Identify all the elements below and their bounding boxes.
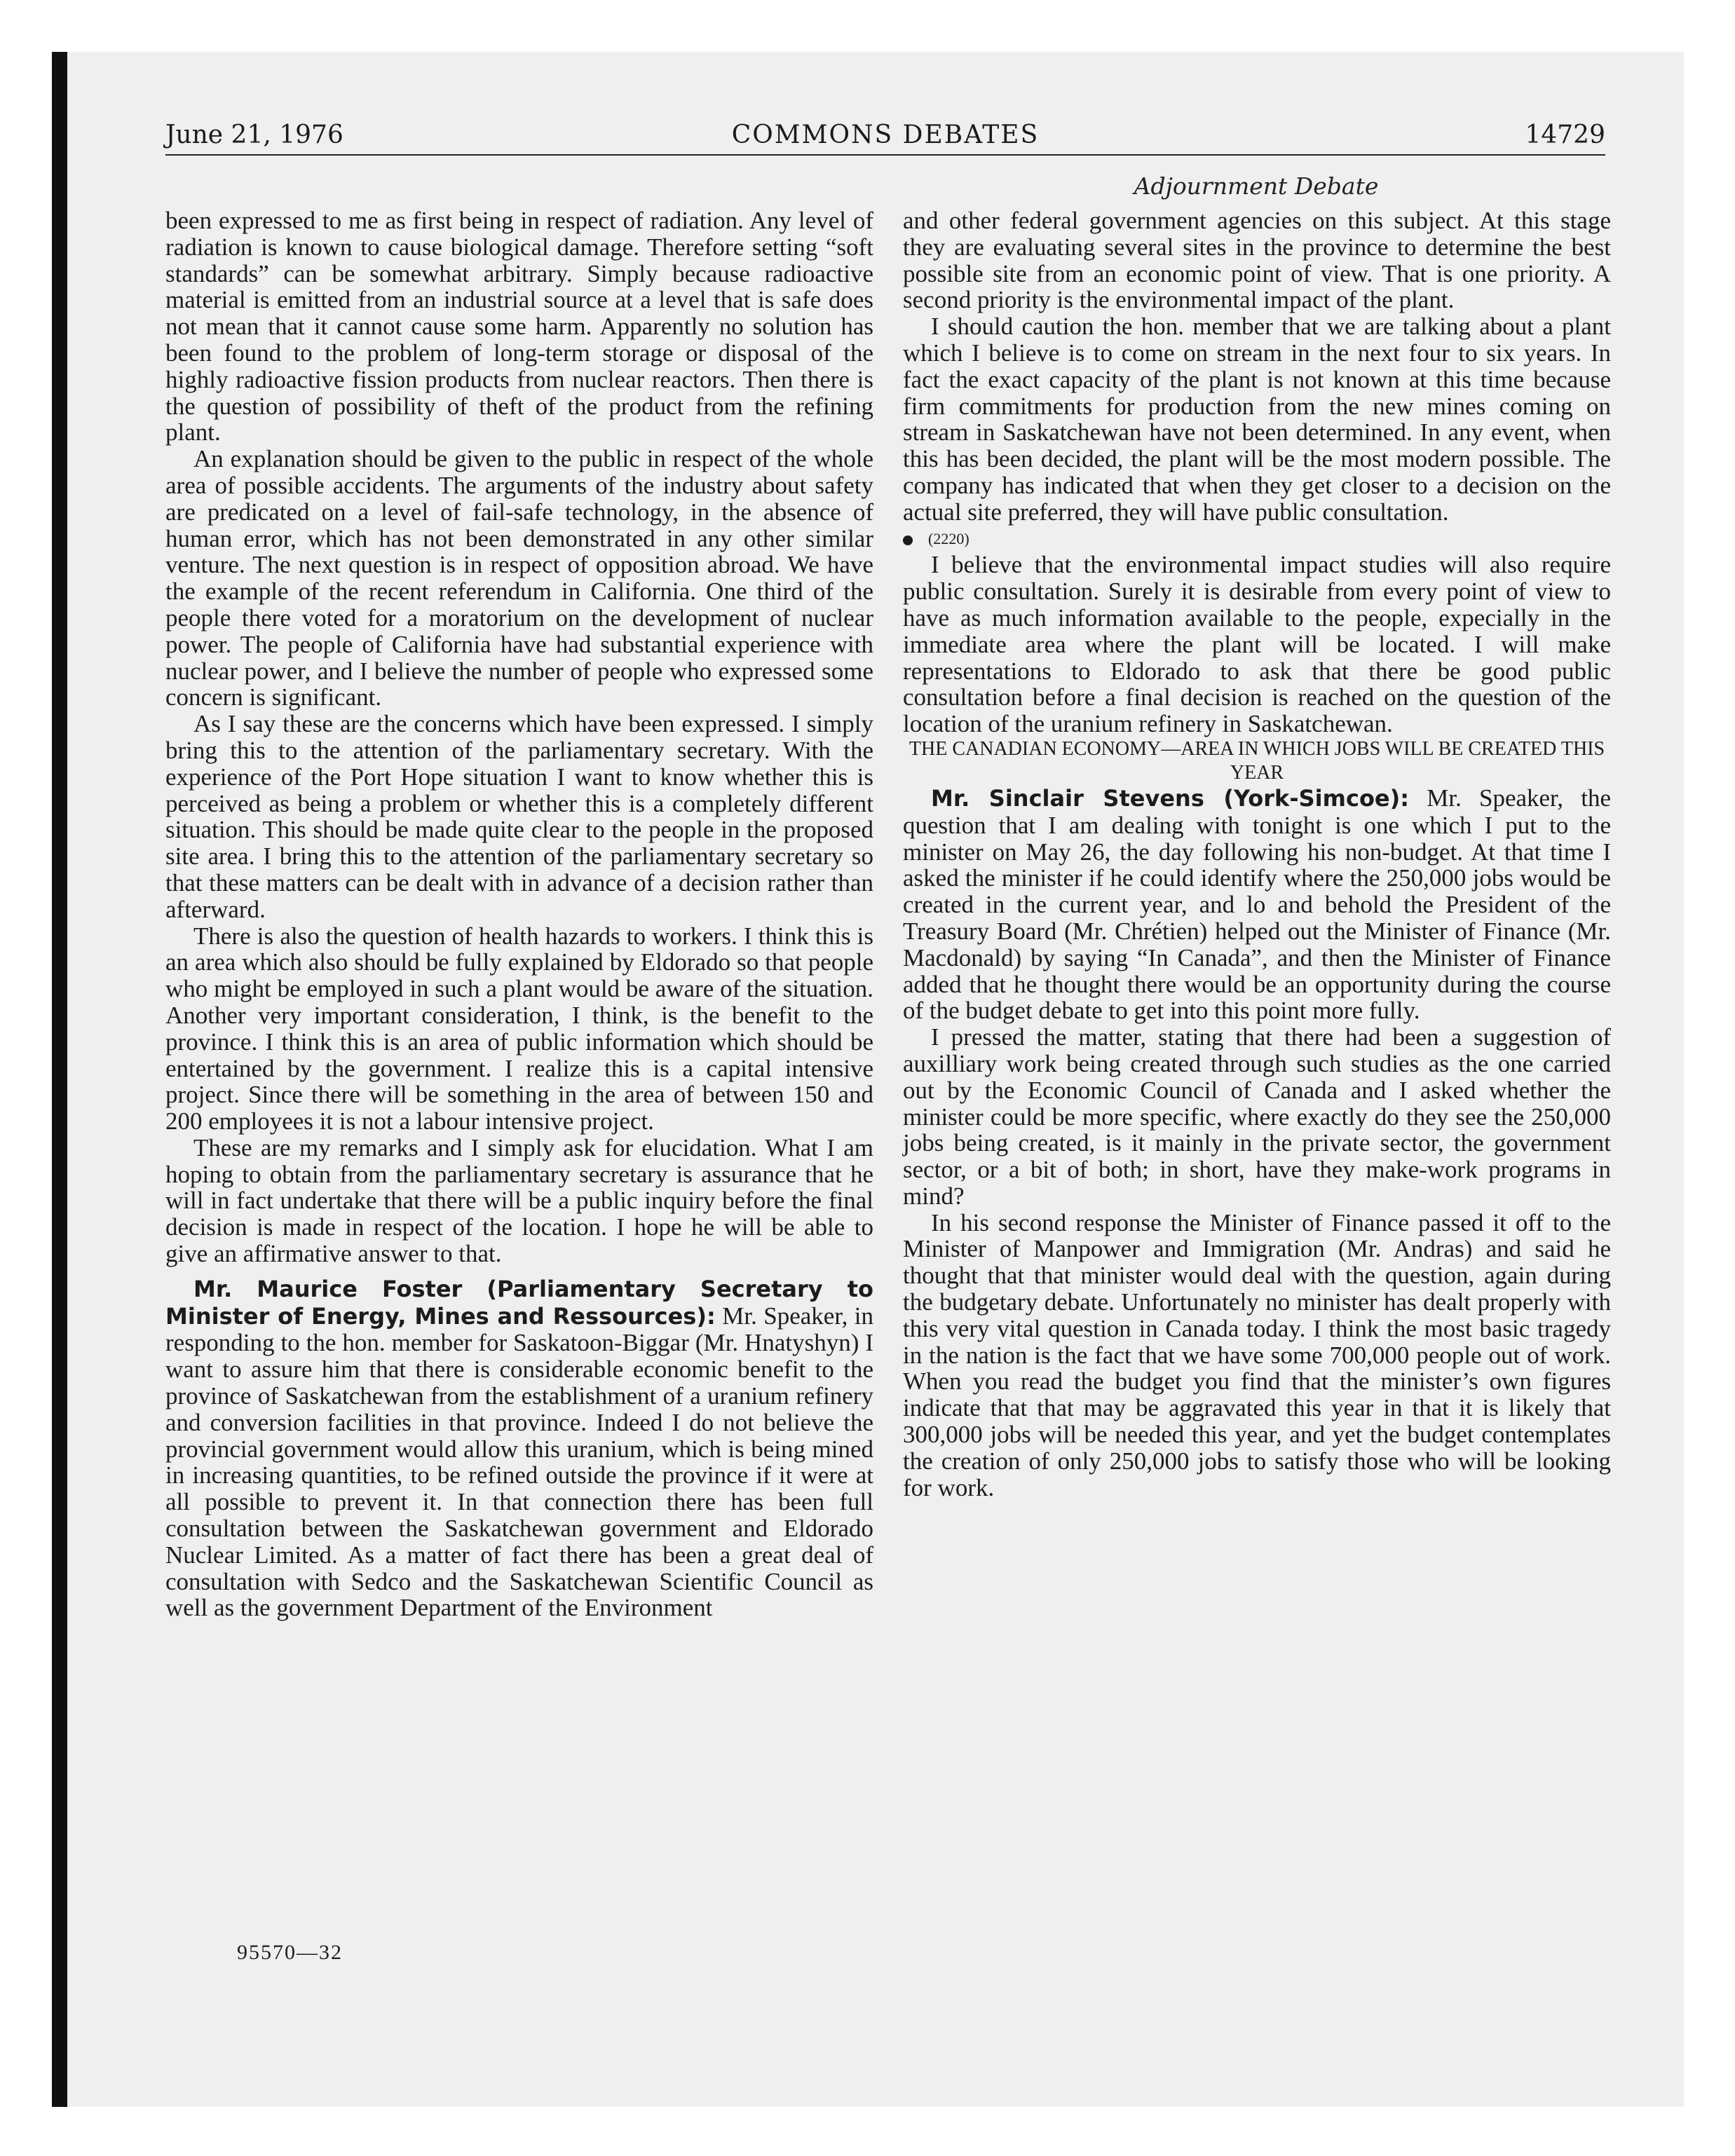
paragraph: There is also the question of health hazards to workers. I think this is an area which also should be fully explained by Eldorado so that people who might be employed in such a plant would be aware of the situation. Another very important consideration, I think, is the benefit to the province. I think this is an area of public information which should be entertained by the government. I realize this is a capital intensive project. Since there will be something in the area of between 150 and 200 employees it is not a labour intensive project.: [165, 922, 873, 1135]
header-date: June 21, 1976: [165, 121, 343, 149]
header-page-number: 14729: [1525, 121, 1605, 149]
paragraph: In his second response the Minister of Finance passed it off to the Minister of Manpower and Immigration (Mr. Andras) and said he thought that that minister would deal with the question, again during the budgetary debate. Unfortunately no minister has dealt properly with this very vital question in Canada today. I think the most basic tragedy in the nation is the fact that we have some 700,000 people out of work. When you read the budget you find that the minister’s own figures indicate that that may be aggravated this year in that it is likely that 300,000 jobs will be needed this year, and yet the budget contemplates the creation of only 250,000 jobs to satisfy those who will be looking for work.: [903, 1208, 1611, 1501]
bullet-icon: [903, 535, 913, 545]
paragraph: [165, 1276, 873, 1621]
paragraph: I believe that the environmental impact studies will also require public consultation. Surely it is desirable from every point of view to have as much information available to the people, expecially in the immediate area where the plant will be located. I will make representations to Eldorado to ask that there be good public consultation before a final decision is reached on the question of the location of the uranium refinery in Saskatchewan.: [903, 551, 1611, 738]
paragraph: and other federal government agencies on this subject. At this stage they are evaluating several sites in the province to determine the best possible site from an economic point of view. That is one priority. A second priority is the environmental impact of the plant.: [903, 207, 1611, 314]
section-subheader: Adjournment Debate: [1134, 172, 1379, 200]
paragraph: An explanation should be given to the public in respect of the whole area of possible accidents. The arguments of the industry about safety are predicated on a level of fail-safe technology, in the absence of human error, which has not been demonstrated in any other similar venture. The next question is in respect of opposition abroad. We have the example of the recent referendum in California. One third of the people there voted for a moratorium on the development of nuclear power. The people of California have had substantial experience with nuclear power, and I believe the number of people who expressed some concern is significant.: [165, 445, 873, 711]
speech-text: Mr. Speaker, the question that I am dealing with tonight is one which I put to the minister on May 26, the day following his non-budget. At that time I asked the minister if he could identify where the 250,000 jobs would be created in the current year, and lo and behold the President of the Treasury Board (Mr. Chrétien) helped out the Minister of Finance (Mr. Macdonald) by saying “In Canada”, and then the Minister of Finance added that he thought there would be an opportunity during the course of the budget debate to get into this point more fully.: [903, 784, 1611, 1025]
time-mark: [903, 526, 1611, 552]
right-column: [903, 207, 1611, 1501]
speech-text: Mr. Speaker, in responding to the hon. member for Saskatoon-Biggar (Mr. Hnatyshyn) I want to assure him that there is considerable economic benefit to the province of Saskatchewan from the establishment of a uranium refinery and conversion facilities in that province. Indeed I do not believe the provincial government would allow this uranium, which is being mined in increasing quantities, to be refined outside the province if it were at all possible to prevent it. In that connection there has been full consultation between the Saskatchewan government and Eldorado Nuclear Limited. As a matter of fact there has been a great deal of consultation with Sedco and the Saskatchewan Scientific Council as well as the government Department of the Environment: [165, 1302, 873, 1622]
speaker-name: Mr. Sinclair Stevens (York-Simcoe):: [931, 784, 1410, 812]
header-title: COMMONS DEBATES: [731, 121, 1040, 149]
paragraph: been expressed to me as first being in respect of radiation. Any level of radiation is known to cause biological damage. Therefore setting “soft standards” can be somewhat arbitrary. Simply because radioactive material is emitted from an industrial source at a level that is safe does not mean that it cannot cause some harm. Apparently no solution has been found to the problem of long-term storage or disposal of the highly radioactive fission products from nuclear reactors. Then there is the question of possibility of theft of the product from the refining plant.: [165, 207, 873, 446]
scan-edge-shadow: [52, 52, 67, 2107]
time-mark-label: (2220): [928, 529, 969, 547]
paragraph: [903, 785, 1611, 1024]
paragraph: I should caution the hon. member that we are talking about a plant which I believe is to come on stream in the next four to six years. In fact the exact capacity of the plant is not known at this time because firm commitments for production from the new mines coming on stream in Saskatchewan have not been determined. In any event, when this has been decided, the plant will be the most modern possible. The company has indicated that when they get closer to a decision on the actual site preferred, they will have public consultation.: [903, 313, 1611, 526]
page-header: [165, 121, 1605, 157]
header-rule: [165, 154, 1605, 156]
speaker-name: Mr. Maurice Foster (Parliamentary Secretary to Minister of Energy, Mines and Ressources):: [165, 1275, 873, 1330]
paragraph: These are my remarks and I simply ask for elucidation. What I am hoping to obtain from the parliamentary secretary is assurance that he will in fact undertake that there will be a public inquiry before the final decision is made in respect of the location. I hope he will be able to give an affirmative answer to that.: [165, 1133, 873, 1268]
left-column: [165, 207, 873, 1621]
paragraph: I pressed the matter, stating that there had been a suggestion of auxilliary work being created through such studies as the one carried out by the Economic Council of Canada and I asked whether the minister could be more specific, where exactly do they see the 250,000 jobs being created, is it mainly in the private sector, the government sector, or a bit of both; in short, have they make-work programs in mind?: [903, 1023, 1611, 1210]
footer-code: 95570—32: [237, 1941, 343, 1964]
paragraph: As I say these are the concerns which have been expressed. I simply bring this to the attention of the parliamentary secretary. With the experience of the Port Hope situation I want to know whether this is perceived as being a problem or whether this is a completely different situation. This should be made quite clear to the people in the proposed site area. I bring this to the attention of the parliamentary secretary so that these matters can be dealt with in advance of a decision rather than afterward.: [165, 710, 873, 923]
section-heading: THE CANADIAN ECONOMY—AREA IN WHICH JOBS WILL BE CREATED THIS YEAR: [909, 737, 1605, 784]
